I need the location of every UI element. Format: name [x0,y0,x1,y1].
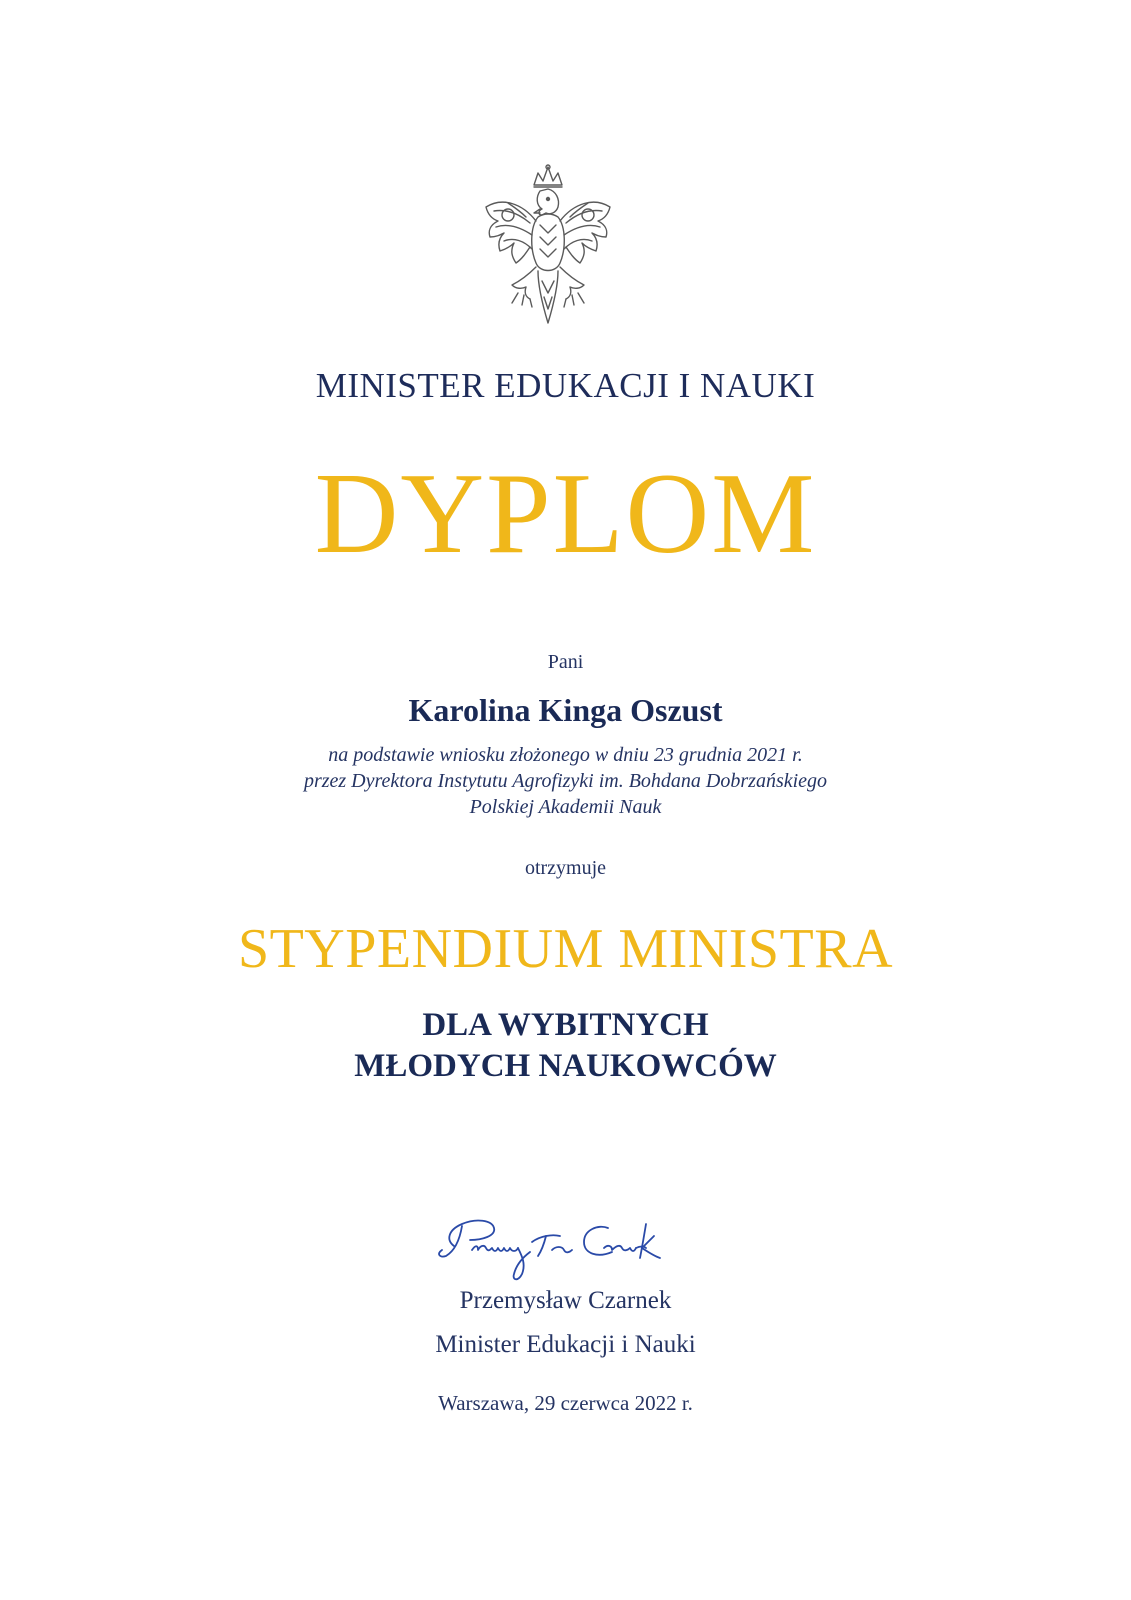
award-subtitle-line-1: DLA WYBITNYCH [422,1007,709,1043]
recipient-salutation: Pani [547,651,584,673]
receives-text: otrzymuje [524,857,607,879]
recipient-name: Karolina Kinga Oszust [408,692,723,728]
basis-line-2: przez Dyrektora Instytutu Agrofizyki im. Bohdana Dobrzańskiego [303,770,828,792]
place-and-date: Warszawa, 29 czerwca 2022 r. [438,1391,693,1415]
basis-line-1: na podstawie wniosku złożonego w dniu 23 grudnia 2021 r. [328,744,803,766]
award-title: STYPENDIUM MINISTRA [237,918,894,980]
signer-name: Przemysław Czarnek [459,1287,672,1314]
award-subtitle-line-2: MŁODYCH NAUKOWCÓW [354,1048,777,1084]
polish-eagle-emblem-icon [478,163,618,331]
handwritten-signature-icon [432,1210,682,1290]
ministry-title: MINISTER EDUKACJI I NAUKI [315,366,816,405]
signer-role: Minister Edukacji i Nauki [435,1331,696,1358]
diploma-title: DYPLOM [314,450,817,578]
basis-line-3: Polskiej Akademii Nauk [469,796,662,818]
